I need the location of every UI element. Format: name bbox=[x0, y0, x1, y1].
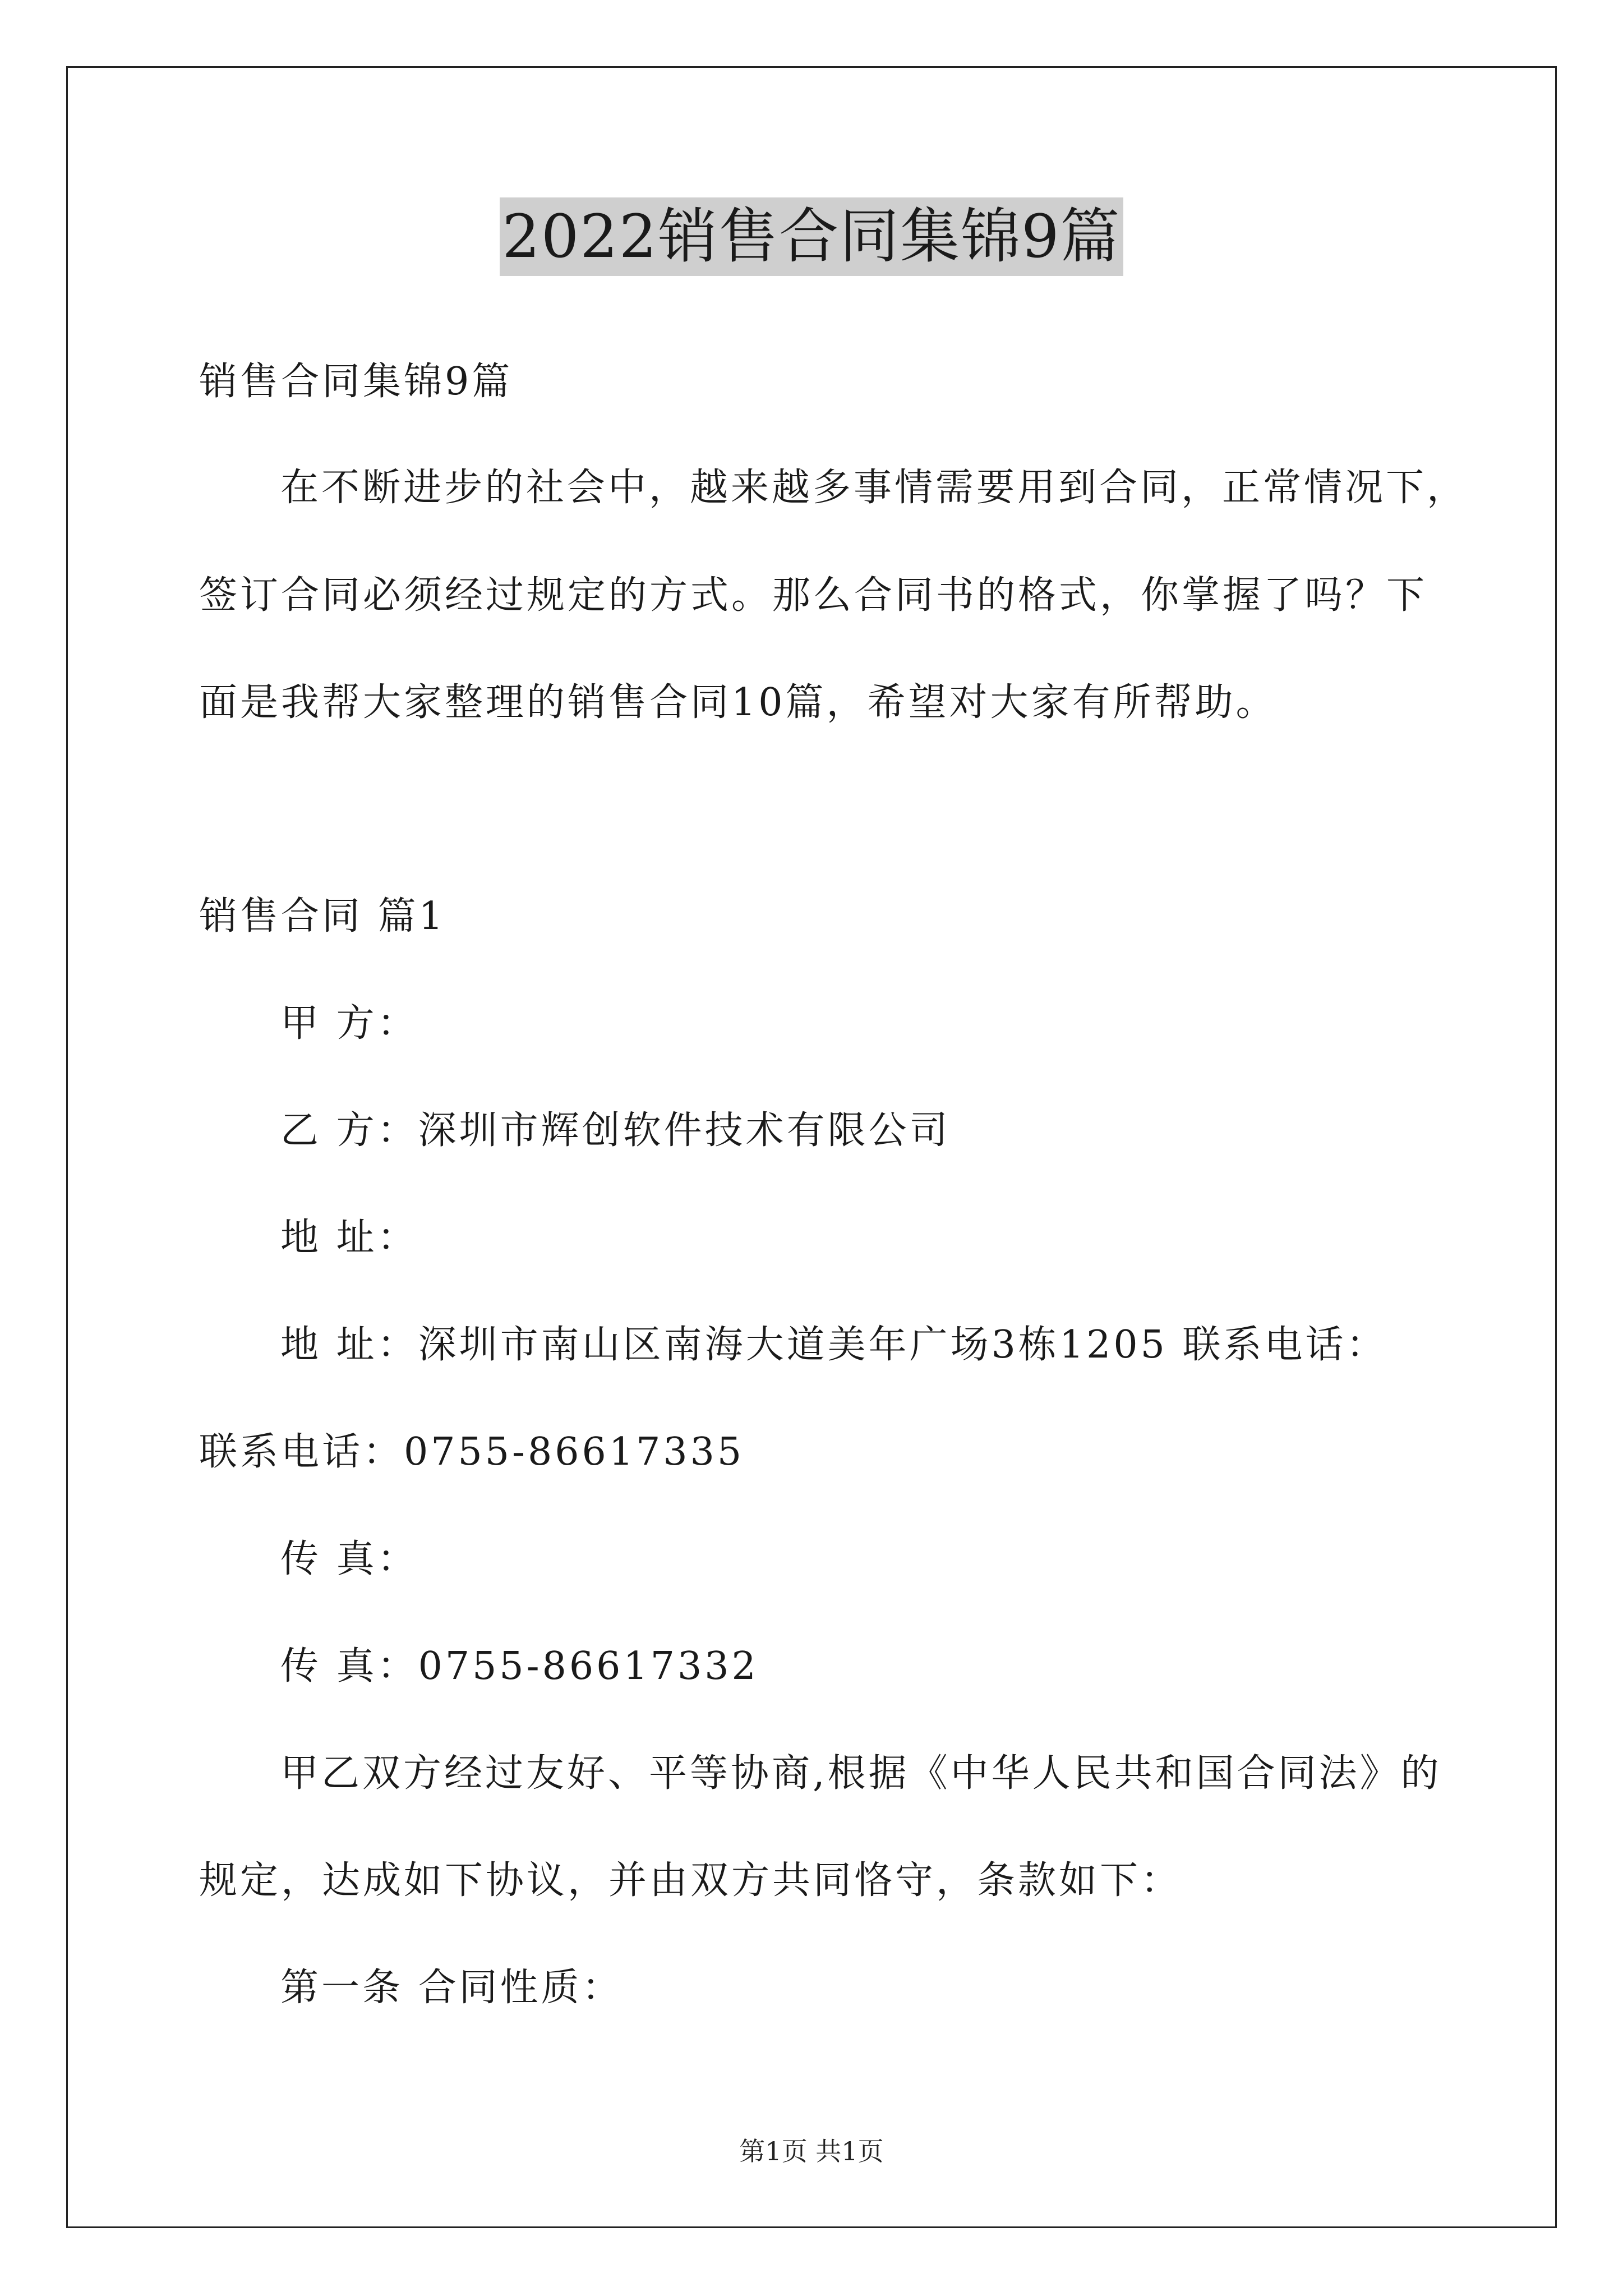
subtitle-line: 销售合同集锦9篇 bbox=[199, 360, 513, 404]
agreement-paragraph-line: 规定，达成如下协议，并由双方共同恪守，条款如下： bbox=[199, 1858, 1182, 1903]
party-a-line: 甲 方： bbox=[280, 1001, 418, 1046]
phone-line: 联系电话：0755-86617335 bbox=[199, 1430, 745, 1474]
agreement-paragraph-line: 甲乙双方经过友好、平等协商,根据《中华人民共和国合同法》的 bbox=[280, 1751, 1442, 1796]
page-footer: 第1页 共1页 bbox=[739, 2136, 884, 2166]
section-heading: 销售合同 篇1 bbox=[199, 894, 446, 938]
intro-paragraph-line: 面是我帮大家整理的销售合同10篇，希望对大家有所帮助。 bbox=[199, 680, 1277, 725]
intro-paragraph-line: 在不断进步的社会中，越来越多事情需要用到合同，正常情况下， bbox=[280, 466, 1468, 510]
address-a-line: 地 址： bbox=[280, 1216, 418, 1260]
intro-paragraph-line: 签订合同必须经过规定的方式。那么合同书的格式，你掌握了吗？下 bbox=[199, 573, 1428, 618]
fax-a-line: 传 真： bbox=[280, 1537, 418, 1581]
article-heading: 第一条 合同性质： bbox=[280, 1966, 623, 2010]
title-container bbox=[0, 197, 1623, 276]
document-title: 2022销售合同集锦9篇 bbox=[500, 197, 1123, 276]
fax-b-line: 传 真：0755-86617332 bbox=[280, 1644, 759, 1688]
address-b-line: 地 址：深圳市南山区南海大道美年广场3栋1205 联系电话： bbox=[280, 1323, 1387, 1367]
party-b-line: 乙 方：深圳市辉创软件技术有限公司 bbox=[280, 1108, 951, 1153]
